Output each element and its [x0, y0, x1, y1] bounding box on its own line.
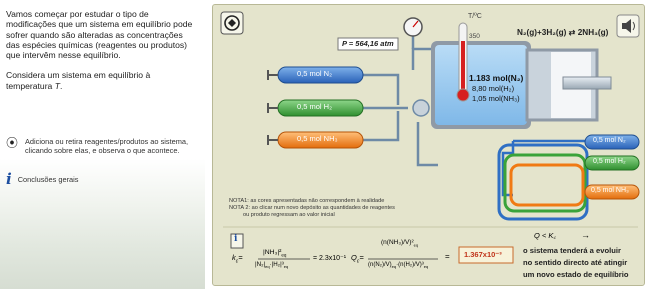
thermometer-value: 350: [469, 33, 480, 40]
kc-denominator: $|N_2|_{eq}\cdot|H_2|^3_{eq}$: [255, 261, 289, 270]
kc-numerator: $|NH_3|^2_{eq}$: [263, 249, 287, 258]
temperature-symbol: T: [54, 80, 60, 91]
qc-value: 1.367x10⁻³: [464, 250, 502, 259]
kc-value: = 2.3x10⁻¹: [313, 255, 347, 262]
note-2a: NOTA 2: ao clicar num novo depósito as quantidades de reagentes: [229, 205, 395, 211]
qc-denominator: $(n(N_2)/V)_{eq}\cdot(n(H_2)/V)^3_{eq}$: [368, 262, 429, 270]
qc-symbol: $Q_c=$: [351, 253, 364, 265]
inlet-valve[interactable]: [413, 100, 429, 116]
click-hand-icon: ⦿: [6, 136, 19, 150]
thermometer-unit: T/ºC: [468, 13, 482, 20]
tank-left-nh3[interactable]: 0,5 mol NH₃: [297, 134, 338, 143]
reaction-equation: N₂(g)+3H₂(g) ⇄ 2NH₃(g): [517, 28, 609, 37]
pressure-readout: P = 564,16 atm: [342, 39, 394, 48]
reactor-h2-amount: 8,80 mol(H₂): [472, 84, 515, 93]
intro-paragraph-2: [6, 70, 196, 91]
return-loop-green: [505, 155, 585, 211]
qc-equals: =: [445, 252, 450, 261]
intro-p2-end: .: [59, 80, 63, 91]
intro-text: [6, 9, 196, 101]
tank-left-h2[interactable]: 0,5 mol H₂: [297, 102, 333, 111]
hint-row: [6, 137, 201, 155]
formula-info-glyph: i: [234, 234, 238, 244]
conclusions-link[interactable]: [6, 172, 79, 186]
piston-rod: [563, 77, 611, 89]
conclusion-line-3: um novo estado de equilíbrio: [523, 270, 629, 279]
conclusion-line-1: o sistema tenderá a evoluir: [523, 246, 621, 255]
tank-right-n2[interactable]: 0,5 mol N₂: [593, 137, 626, 144]
tank-right-h2[interactable]: 0,5 mol H₂: [593, 158, 626, 165]
simulation-panel: [212, 4, 645, 286]
kc-symbol: $k_c=$: [232, 253, 243, 265]
return-loop-orange: [511, 165, 583, 205]
qc-numerator: $(n(NH_3)/V)^2_{eq}$: [381, 239, 419, 248]
direction-arrow: →: [581, 230, 590, 240]
thermometer-mercury: [461, 41, 465, 91]
tank-left-n2[interactable]: 0,5 mol N₂: [297, 69, 333, 78]
note-2b: ou produto regressam ao valor inicial: [243, 212, 335, 218]
left-pane: [0, 0, 205, 289]
reactor-nh3-amount: 1,05 mol(NH₃): [472, 94, 520, 103]
thermometer-bulb: [457, 89, 469, 101]
apparatus-drawing: [213, 5, 646, 287]
q-vs-k: Q < K꜀: [534, 231, 556, 240]
info-icon: i: [6, 170, 12, 188]
note-1: NOTA1: as cores apresentadas não correspondem à realidade: [229, 198, 385, 204]
conclusions-label: Conclusões gerais: [17, 174, 79, 184]
intro-p2-text: Considera um sistema em equilíbrio à temperatura: [6, 70, 151, 91]
conclusion-line-2: no sentido directo até atingir: [523, 258, 628, 267]
reactor-n2-amount: 1.183 mol(N₂): [469, 73, 524, 83]
hint-text: Adiciona ou retira reagentes/produtos ao sistema, clicando sobre elas, e observa o que acontece.: [25, 137, 189, 155]
tank-right-nh3[interactable]: 0,5 mol NH₃: [591, 187, 629, 194]
intro-paragraph-1: Vamos começar por estudar o tipo de modificações que um sistema em equilíbrio pode sofrer quando são alteradas as concentrações das espécies químicas (reagentes ou produtos) que intervêm nesse equilíbrio.: [6, 9, 193, 61]
